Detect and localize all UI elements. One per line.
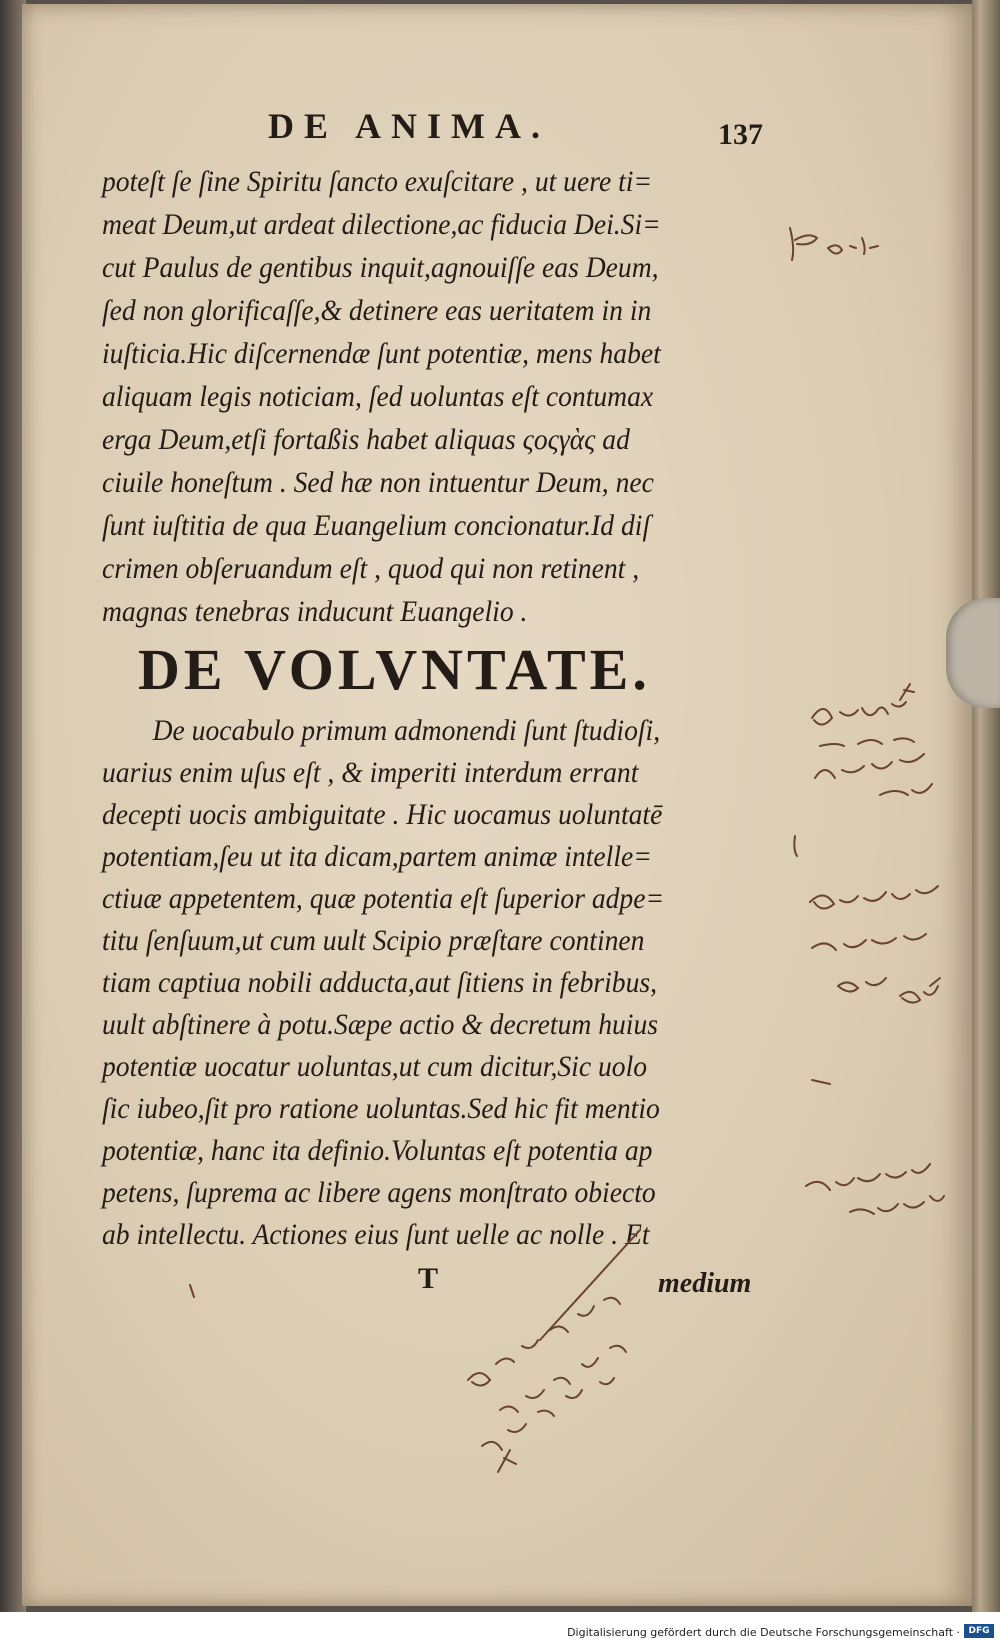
margin-note-stroke: [812, 684, 932, 795]
text-line: ſic iubeo,ſit pro ratione uoluntas.Sed hic fit mentio: [102, 1092, 660, 1125]
margin-note-stroke: [794, 836, 797, 856]
text-line: uarius enim uſus eſt , & imperiti interdum errant: [102, 756, 639, 789]
text-line: potentiæ uocatur uoluntas,ut cum dicitur,Sic uolo: [102, 1050, 648, 1083]
footer-credit: Digitalisierung gefördert durch die Deutsche Forschungsgemeinschaft ·: [567, 1626, 960, 1639]
text-line: ſunt iuſtitia de qua Euangelium concionatur.Id diſ: [102, 509, 651, 542]
text-line: ciuile honeſtum . Sed hæ non intuentur Deum, nec: [102, 466, 654, 499]
text-line: ctiuæ appetentem, quæ potentia eſt ſuperior adpe=: [102, 882, 665, 915]
text-line: iuſticia.Hic diſcernendæ ſunt potentiæ, mens habet: [102, 337, 661, 370]
signature-mark: T: [418, 1262, 439, 1295]
text-line: ab intellectu. Actiones eius ſunt uelle ac nolle . Et: [102, 1218, 650, 1251]
text-line: petens, ſuprema ac libere agens monſtrato obiecto: [102, 1176, 656, 1209]
text-line: meat Deum,ut ardeat dilectione,ac fiducia Dei.Si=: [102, 208, 661, 241]
margin-note-stroke: [810, 886, 940, 1003]
text-line: potentiæ, hanc ita definio.Voluntas eſt potentia ap: [102, 1134, 653, 1167]
margin-note-stroke: [190, 1230, 640, 1472]
catchword: medium: [658, 1268, 752, 1299]
text-line: uult abſtinere à potu.Sæpe actio & decretum huius: [102, 1008, 659, 1041]
chapter-heading: DE VOLVNTATE.: [138, 637, 651, 702]
text-line: cut Paulus de gentibus inquit,agnouiſſe eas Deum,: [102, 251, 659, 284]
margin-note-stroke: [806, 1164, 944, 1214]
text-line: potentiam,ſeu ut ita dicam,partem animæ intelle=: [102, 840, 652, 873]
page-number: 137: [718, 118, 763, 151]
text-line: magnas tenebras inducunt Euangelio .: [102, 595, 528, 628]
margin-note-stroke: [812, 1080, 830, 1084]
dfg-logo: DFG: [964, 1624, 994, 1638]
text-line: tiam captiua nobili adducta,aut ſitiens in febribus,: [102, 966, 658, 999]
text-line: ſed non glorificaſſe,& detinere eas ueritatem in in: [102, 294, 652, 327]
text-line: decepti uocis ambiguitate . Hic uocamus uoluntatē: [102, 798, 663, 831]
text-line: De uocabulo primum admonendi ſunt ſtudioſi,: [152, 714, 661, 747]
text-line: erga Deum,etſi fortaßis habet aliquas ςοςγὰς ad: [102, 423, 630, 456]
margin-note-stroke: [790, 228, 878, 260]
text-line: aliquam legis noticiam, ſed uoluntas eſt contumax: [102, 380, 654, 413]
text-line: poteſt ſe ſine Spiritu ſancto exuſcitare , ut uere ti=: [102, 165, 653, 198]
text-line: titu ſenſuum,ut cum uult Scipio præſtare continen: [102, 924, 645, 957]
running-head: DE ANIMA.: [268, 106, 551, 146]
text-line: crimen obſeruandum eſt , quod qui non retinent ,: [102, 552, 640, 585]
